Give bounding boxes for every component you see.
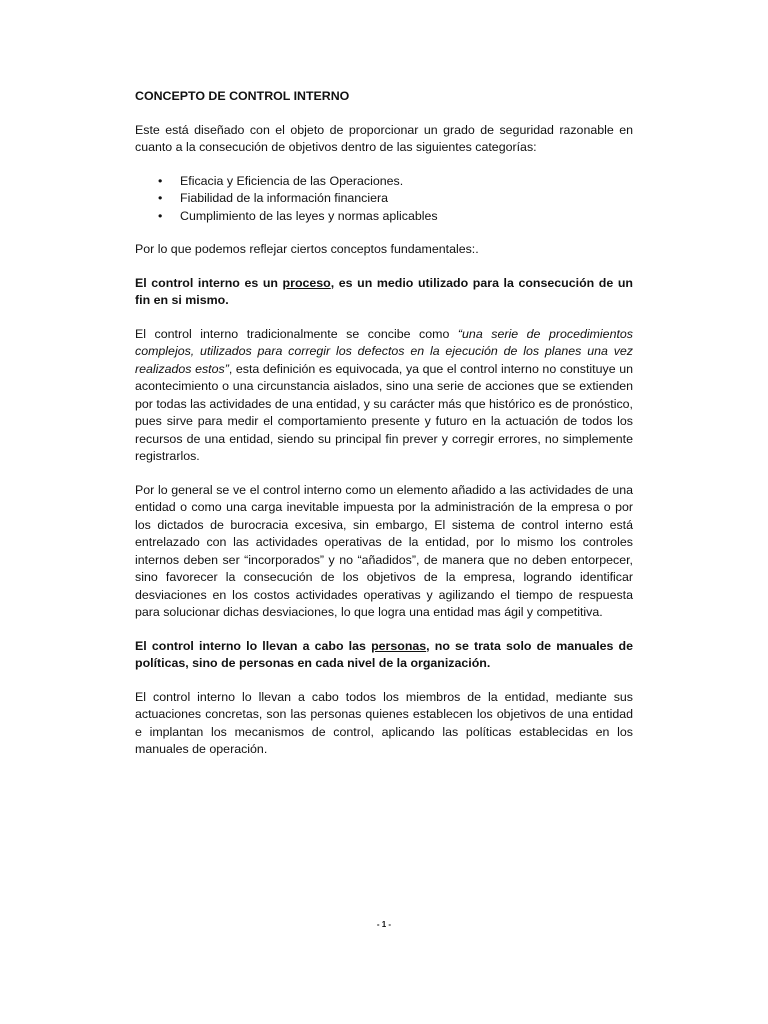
list-item-text: Cumplimiento de las leyes y normas aplicables (180, 208, 438, 223)
process-underlined: proceso (282, 275, 331, 290)
bullet-icon: • (158, 191, 163, 205)
list-item-text: Eficacia y Eficiencia de las Operaciones. (180, 173, 404, 188)
traditional-quote: “una serie de procedimientos complejos, utilizados para corregir los defectos en la ejecución de los planes una vez realizados estos” (135, 326, 633, 376)
bullet-icon: • (158, 208, 163, 223)
traditional-concept-paragraph (135, 326, 633, 466)
list-item (135, 208, 633, 226)
list-item (135, 190, 633, 208)
document-body (135, 88, 633, 775)
document-title: CONCEPTO DE CONTROL INTERNO (135, 89, 350, 103)
process-text-end: , es un medio utilizado para la consecución de un fin en si mismo. (135, 275, 633, 307)
members-paragraph: El control interno lo llevan a cabo todos los miembros de la entidad, mediante sus actuaciones concretas, son las personas quienes establecen los objetivos de una entidad e implantan los mecanismos de control, aplicando las políticas establecidas en los manuales de operación. (135, 689, 633, 756)
list-item-text: Fiabilidad de la información financiera (180, 191, 389, 205)
intro-paragraph: Este está diseñado con el objeto de proporcionar un grado de seguridad razonable en cuanto a la consecución de objetivos dentro de las siguientes categorías: (135, 122, 633, 154)
traditional-text-start: El control interno tradicionalmente se concibe como (135, 326, 458, 341)
people-text-start: El control interno lo llevan a cabo las (135, 638, 372, 653)
general-view-paragraph: Por lo general se ve el control interno como un elemento añadido a las actividades de una entidad o como una carga inevitable impuesta por la administración de la empresa o por los dictados de burocracia excesiva, sin embargo, El sistema de control interno está entrelazado con las actividades operativas de la entidad, por lo mismo los controles internos deben ser “incorporados” y no “añadidos”, de manera que no deben entorpecer, sino favorecer la consecución de los objetivos de la empresa, logrando identificar desviaciones en los costos actividades operativas y agilizando el tiempo de respuesta para solucionar dichas desviaciones, lo que logra una entidad mas ágil y competitiva. (135, 482, 633, 619)
page-number: - 1 - (376, 920, 392, 929)
list-item (135, 173, 633, 191)
process-paragraph (135, 275, 633, 310)
fundamental-concepts-paragraph: Por lo que podemos reflejar ciertos conceptos fundamentales:. (135, 242, 479, 256)
bullet-icon: • (158, 173, 163, 188)
categories-list (135, 173, 633, 226)
people-underlined: personas (371, 638, 427, 653)
people-text-end: , no se trata solo de manuales de políticas, sino de personas en cada nivel de la organización. (135, 638, 633, 670)
people-paragraph (135, 638, 633, 673)
traditional-text-end: , esta definición es equivocada, ya que el control interno no constituye un acontecimiento o una circunstancia aislados, sino una serie de acciones que se extienden por todas las actividades de una entidad, y su carácter más que histórico es de pronóstico, pues sirve para medir el comportamiento presente y futuro en la actuación de todos los recursos de una entidad, siendo su principal fin prever y corregir errores, no simplemente registrarlos. (135, 361, 633, 463)
process-text-start: El control interno es un (135, 275, 283, 290)
